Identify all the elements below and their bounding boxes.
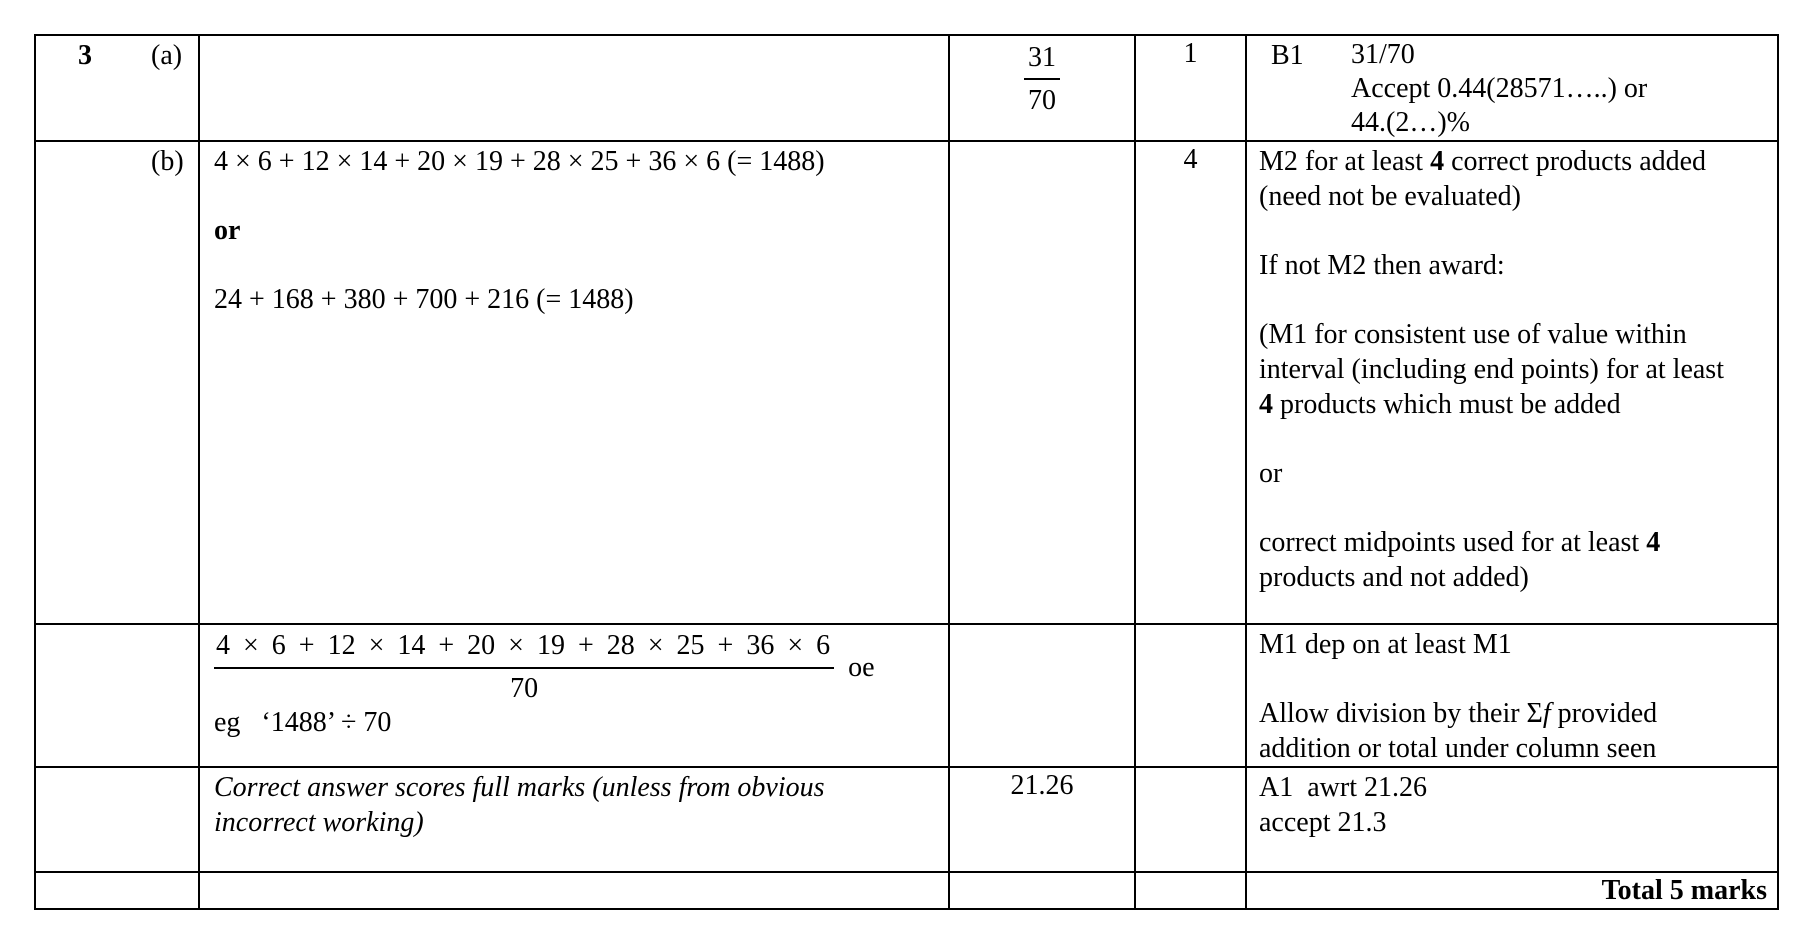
working-line: Correct answer scores full marks (unless from obvious	[214, 772, 825, 803]
part-b-working	[199, 141, 949, 624]
final-mark	[1135, 767, 1246, 872]
row-total	[35, 872, 1778, 909]
note-text: Allow division by their Σ	[1259, 698, 1543, 729]
part-b-notes	[1246, 141, 1778, 624]
note-italic: f	[1542, 698, 1551, 729]
question-cell	[35, 767, 199, 872]
note-text: provided	[1550, 698, 1658, 729]
working-line: 4 × 6 + 12 × 14 + 20 × 19 + 28 × 25 + 36 × 6 (= 1488)	[214, 146, 825, 177]
part-a-mark: 1	[1135, 35, 1246, 141]
part-b-label: (b)	[151, 146, 184, 177]
division-notes	[1246, 624, 1778, 767]
row-final-answer	[35, 767, 1778, 872]
fraction-denominator: 70	[510, 673, 539, 704]
example-text: eg ‘1488’ ÷ 70	[214, 707, 392, 738]
mean-fraction	[214, 631, 936, 707]
part-b-mark: 4	[1135, 141, 1246, 624]
division-answer	[949, 624, 1135, 767]
mark-code: B1	[1271, 40, 1304, 71]
note-text: correct midpoints used for at least	[1259, 527, 1647, 558]
final-notes	[1246, 767, 1778, 872]
question-number: 3	[78, 40, 92, 71]
note-text: If not M2 then award:	[1259, 250, 1505, 281]
note-text: (M1 for consistent use of value within	[1259, 319, 1687, 350]
note-bold: 4	[1430, 146, 1445, 177]
empty-cell	[35, 872, 199, 909]
row-division	[35, 624, 1778, 767]
note-text: products which must be added	[1273, 389, 1621, 420]
part-b-answer	[949, 141, 1135, 624]
note-text: or	[1259, 458, 1283, 489]
note-text: products and not added)	[1259, 562, 1529, 593]
mark-scheme-table	[34, 34, 1779, 910]
question-cell	[35, 624, 199, 767]
fraction-numerator: 4 × 6 + 12 × 14 + 20 × 19 + 28 × 25 + 36 × 6	[214, 631, 834, 669]
note-text: M2 for at least	[1259, 146, 1431, 177]
part-a-answer	[949, 35, 1135, 141]
note-text: correct products added	[1444, 146, 1707, 177]
part-a-notes	[1246, 35, 1778, 141]
part-a-label: (a)	[151, 40, 183, 71]
note-line: 44.(2…)%	[1351, 107, 1470, 138]
empty-cell	[1135, 872, 1246, 909]
fraction-numerator: 31	[1024, 38, 1060, 80]
total-marks: Total 5 marks	[1246, 872, 1778, 909]
note-text: addition or total under column seen	[1259, 733, 1657, 764]
final-working	[199, 767, 949, 872]
note-line: 31/70	[1351, 39, 1415, 70]
note-text: (need not be evaluated)	[1259, 181, 1521, 212]
part-a-working	[199, 35, 949, 141]
working-or: or	[214, 215, 241, 246]
note-text: interval (including end points) for at least	[1259, 354, 1724, 385]
row-part-a	[35, 35, 1778, 141]
oe-label: oe	[848, 651, 875, 683]
empty-cell	[949, 872, 1135, 909]
note-text: accept 21.3	[1259, 807, 1387, 838]
note-line: Accept 0.44(28571…..) or	[1351, 73, 1648, 104]
question-cell	[35, 35, 199, 141]
note-bold: 4	[1259, 389, 1273, 420]
working-line: incorrect working)	[214, 807, 424, 838]
division-working	[199, 624, 949, 767]
question-cell	[35, 141, 199, 624]
fraction-denominator: 70	[1028, 85, 1056, 116]
note-text: M1 dep on at least M1	[1259, 629, 1512, 660]
final-answer: 21.26	[949, 767, 1135, 872]
row-part-b	[35, 141, 1778, 624]
working-line: 24 + 168 + 380 + 700 + 216 (= 1488)	[214, 284, 634, 315]
empty-cell	[199, 872, 949, 909]
answer-fraction	[1024, 38, 1060, 122]
note-bold: 4	[1646, 527, 1661, 558]
division-mark	[1135, 624, 1246, 767]
note-text: A1 awrt 21.26	[1259, 772, 1427, 803]
